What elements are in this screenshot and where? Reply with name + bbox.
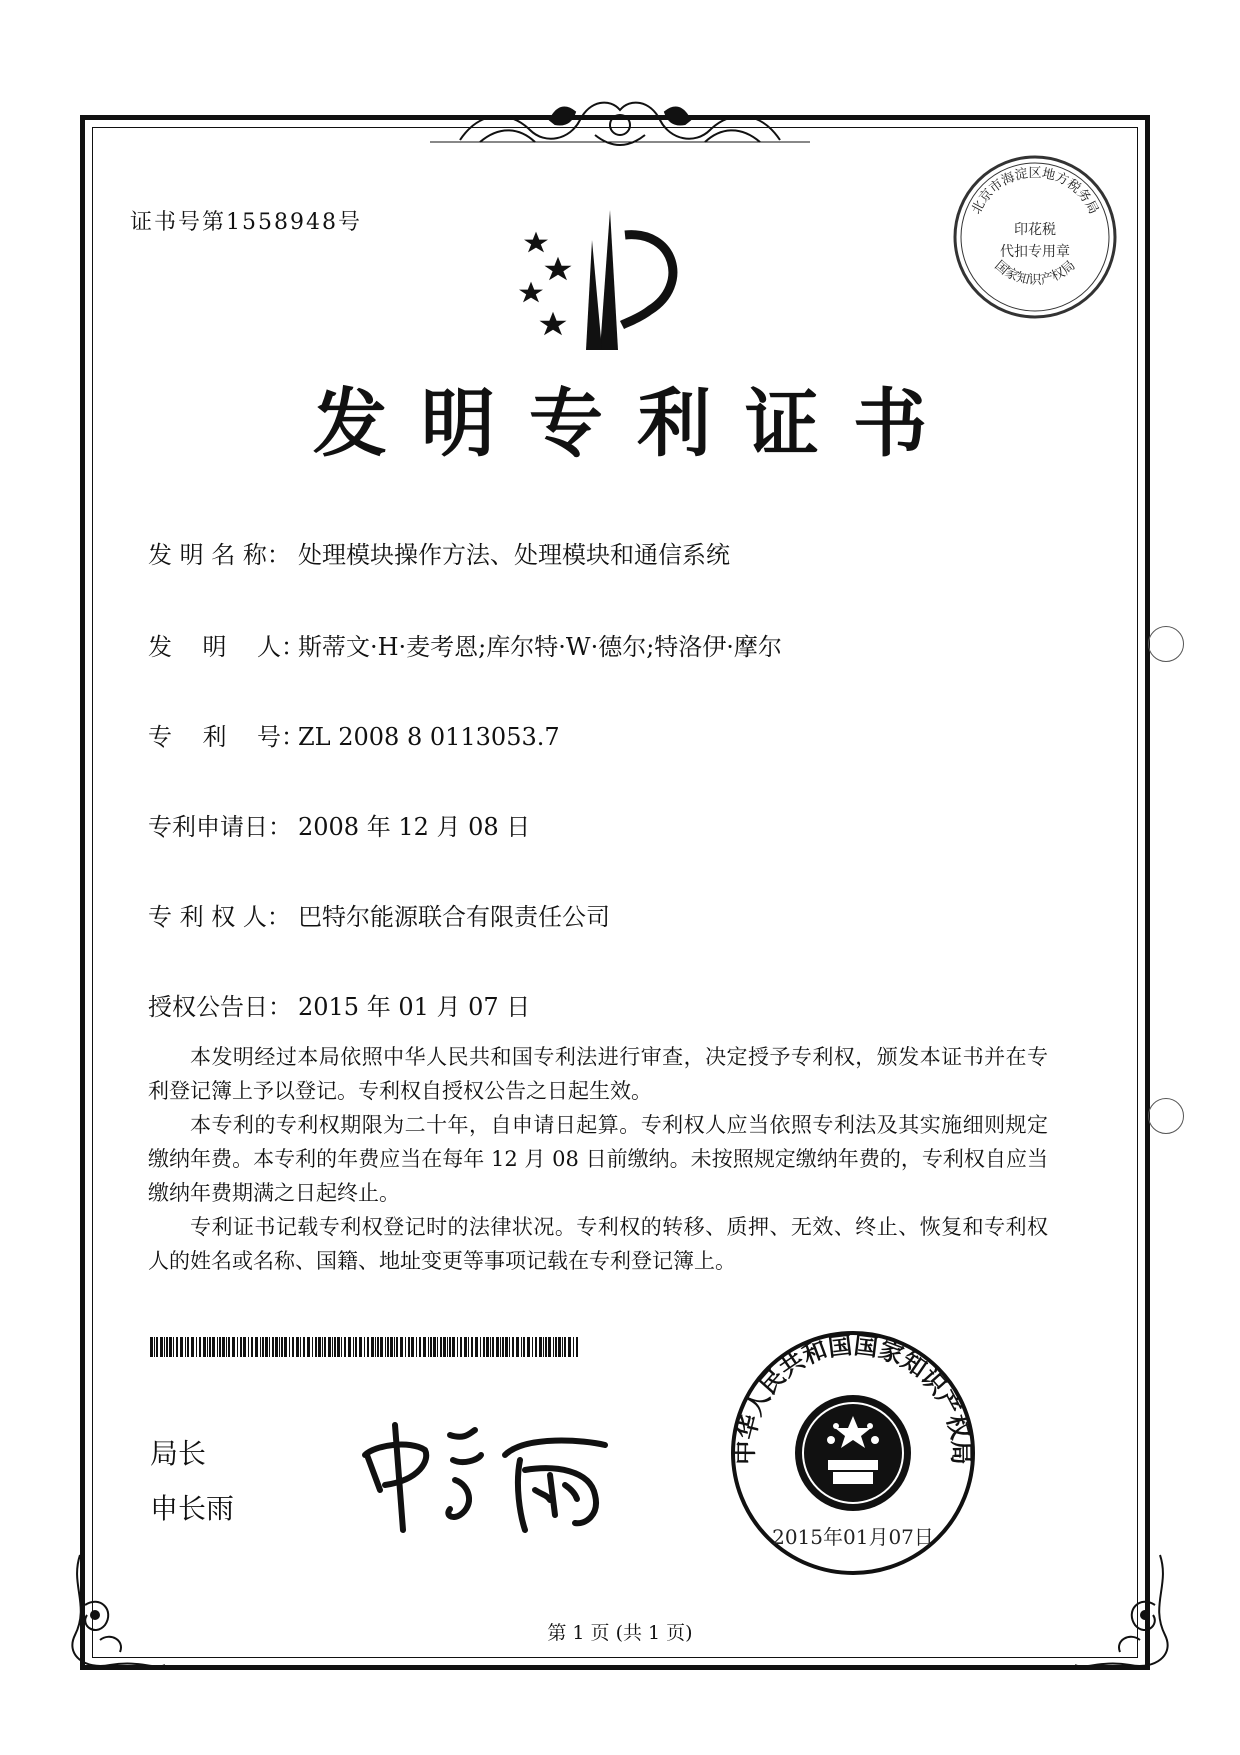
barcode-bar <box>428 1337 429 1357</box>
barcode-bar <box>377 1337 379 1357</box>
barcode-bar <box>334 1337 336 1357</box>
barcode-bar <box>460 1337 462 1357</box>
field-label: 授权公告日： <box>148 993 292 1021</box>
barcode-bar <box>248 1337 249 1357</box>
barcode-bar <box>573 1337 574 1357</box>
barcode-bar <box>416 1337 417 1357</box>
barcode-bar <box>471 1337 473 1357</box>
barcode-bar <box>344 1337 346 1357</box>
barcode-bar <box>191 1337 194 1357</box>
barcode-bar <box>166 1337 168 1357</box>
barcode-bar <box>521 1337 522 1357</box>
field-label: 专 利 号： <box>148 723 306 751</box>
barcode-bar <box>289 1337 290 1357</box>
barcode-bar <box>496 1337 499 1357</box>
barcode-bar <box>322 1337 323 1357</box>
corner-ornament-right-icon <box>1070 1545 1180 1675</box>
barcode-bar <box>275 1337 278 1357</box>
field-value: 2015 年 01 月 07 日 <box>298 993 531 1021</box>
field-value: ZL 2008 8 0113053.7 <box>298 723 560 751</box>
barcode-bar <box>564 1337 566 1357</box>
tax-seal <box>950 152 1120 322</box>
barcode-bar <box>468 1337 469 1357</box>
barcode-bar <box>400 1337 403 1357</box>
barcode-bar <box>173 1337 174 1357</box>
barcode-bar <box>176 1337 178 1357</box>
barcode-bar <box>203 1337 206 1357</box>
field-label: 专 利 权 人： <box>148 903 291 931</box>
big-seal-text: 中华人民共和国国家知识产权局 <box>730 1331 976 1465</box>
barcode-bar <box>255 1337 258 1357</box>
barcode-bar <box>150 1337 153 1357</box>
barcode-bar <box>492 1337 494 1357</box>
field-label: 发 明 人： <box>148 633 306 661</box>
barcode-bar <box>324 1337 326 1357</box>
barcode-bar <box>281 1337 283 1357</box>
certificate-body <box>148 1040 1048 1278</box>
barcode-bar <box>237 1337 238 1357</box>
barcode-bar <box>553 1337 554 1357</box>
small-seal-text: 北京市海淀区地方税务局 <box>969 166 1101 217</box>
barcode-bar <box>443 1337 446 1357</box>
barcode-bar <box>509 1337 510 1357</box>
barcode-bar <box>562 1337 563 1357</box>
barcode-bar <box>394 1337 395 1357</box>
barcode-bar <box>300 1337 301 1357</box>
barcode-bar <box>437 1337 438 1357</box>
barcode-bar <box>156 1337 158 1357</box>
certificate-title: 发明专利证书 <box>313 381 961 467</box>
barcode-bar <box>375 1337 376 1357</box>
barcode-bar <box>337 1337 340 1357</box>
barcode-bar <box>449 1337 451 1357</box>
field-label: 发 明 名 称： <box>148 541 291 569</box>
field-invention-name <box>148 535 730 570</box>
certificate-number: 证书号第1558948号 <box>130 210 362 235</box>
barcode-bar <box>232 1337 235 1357</box>
barcode-bar <box>464 1337 467 1357</box>
barcode-bar <box>539 1337 542 1357</box>
field-label: 专利申请日： <box>148 813 292 841</box>
barcode-bar <box>196 1337 197 1357</box>
field-filing-date <box>148 807 530 842</box>
barcode-bar <box>303 1337 305 1357</box>
barcode-bar <box>180 1337 183 1357</box>
barcode-bar <box>332 1337 333 1357</box>
barcode-bar <box>262 1337 264 1357</box>
barcode-bar <box>328 1337 331 1357</box>
barcode-bar <box>390 1337 393 1357</box>
barcode-bar <box>433 1337 436 1357</box>
barcode-bar <box>296 1337 299 1357</box>
barcode-bar <box>532 1337 533 1357</box>
barcode-bar <box>226 1337 227 1357</box>
barcode-bar <box>411 1337 414 1357</box>
barcode-bar <box>265 1337 268 1357</box>
barcode-bar <box>419 1337 421 1357</box>
director-name: 申长雨 <box>150 1492 235 1525</box>
barcode-bar <box>341 1337 342 1357</box>
barcode-bar <box>187 1337 189 1357</box>
punch-hole <box>1148 1098 1184 1134</box>
barcode-bar <box>312 1337 313 1357</box>
svg-text:国家知识产权局 <box>992 258 1079 288</box>
barcode-bar <box>160 1337 163 1357</box>
director-title: 局长 <box>150 1437 207 1470</box>
barcode-bar <box>272 1337 274 1357</box>
barcode-bar <box>516 1337 519 1357</box>
field-value: 斯蒂文·H·麦考恩;库尔特·W·德尔;特洛伊·摩尔 <box>298 633 782 661</box>
barcode-bar <box>292 1337 294 1357</box>
field-inventors <box>148 627 782 662</box>
barcode-bar <box>367 1337 369 1357</box>
barcode-bar <box>408 1337 410 1357</box>
patent-emblem-icon <box>500 200 710 370</box>
barcode-bar <box>576 1337 578 1357</box>
barcode-bar <box>558 1337 561 1357</box>
barcode-bar <box>523 1337 525 1357</box>
barcode-bar <box>486 1337 489 1357</box>
barcode-bar <box>307 1337 310 1357</box>
barcode-bar <box>318 1337 321 1357</box>
small-seal-center-1: 印花税 <box>1014 222 1056 238</box>
barcode-bar <box>505 1337 508 1357</box>
barcode-bar <box>315 1337 317 1357</box>
barcode-bar <box>380 1337 383 1357</box>
barcode-bar <box>185 1337 186 1357</box>
barcode-bar <box>457 1337 458 1357</box>
corner-ornament-left-icon <box>60 1545 170 1675</box>
barcode-bar <box>222 1337 225 1357</box>
barcode-bar <box>359 1337 362 1357</box>
small-seal-bottom: 国家知识产权局 <box>991 258 1079 289</box>
barcode-bar <box>568 1337 571 1357</box>
barcode-bar <box>555 1337 557 1357</box>
field-patent-number <box>148 717 560 752</box>
national-ip-office-seal <box>728 1328 978 1578</box>
barcode-bar <box>164 1337 165 1357</box>
barcode-bar <box>284 1337 287 1357</box>
barcode-bar <box>387 1337 389 1357</box>
barcode-bar <box>260 1337 261 1357</box>
signature-icon <box>355 1415 615 1535</box>
barcode-bar <box>169 1337 172 1357</box>
field-value: 巴特尔能源联合有限责任公司 <box>298 903 610 931</box>
barcode-bar <box>548 1337 551 1357</box>
ornament-icon <box>420 80 820 170</box>
national-emblem-icon <box>795 1395 911 1511</box>
barcode-bar <box>440 1337 442 1357</box>
barcode-bar <box>396 1337 398 1357</box>
barcode-bar <box>545 1337 547 1357</box>
barcode-bar <box>480 1337 481 1357</box>
field-patentee <box>148 897 610 932</box>
body-paragraph: 本专利的专利权期限为二十年，自申请日起算。专利权人应当依照专利法及其实施细则规定缴纳年费。本专利的年费应当在每年 12 月 08 日前缴纳。未按照规定缴纳年费的，专利权自应当缴纳年费期满之日起终止。 <box>148 1113 1048 1205</box>
field-value: 处理模块操作方法、处理模块和通信系统 <box>298 541 730 569</box>
barcode-bar <box>452 1337 455 1357</box>
barcode-bar <box>535 1337 537 1357</box>
barcode-bar <box>209 1337 211 1357</box>
barcode-bar <box>355 1337 357 1357</box>
body-paragraph: 本发明经过本局依照中华人民共和国专利法进行审查，决定授予专利权，颁发本证书并在专利登记簿上予以登记。专利权自授权公告之日起生效。 <box>148 1045 1048 1103</box>
barcode-bar <box>500 1337 501 1357</box>
punch-hole <box>1148 626 1184 662</box>
barcode-bar <box>447 1337 448 1357</box>
barcode-bar <box>279 1337 280 1357</box>
barcode-bar <box>512 1337 514 1357</box>
barcode-icon <box>150 1337 578 1357</box>
barcode-bar <box>212 1337 215 1357</box>
barcode-bar <box>348 1337 351 1357</box>
barcode-bar <box>527 1337 530 1357</box>
barcode-bar <box>371 1337 374 1357</box>
barcode-bar <box>243 1337 246 1357</box>
barcode-bar <box>251 1337 253 1357</box>
barcode-bar <box>154 1337 155 1357</box>
body-paragraph: 专利证书记载专利权登记时的法律状况。专利权的转移、质押、无效、终止、恢复和专利权人的姓名或名称、国籍、地址变更等事项记载在专利登记簿上。 <box>148 1215 1048 1273</box>
barcode-bar <box>490 1337 491 1357</box>
field-value: 2008 年 12 月 08 日 <box>298 813 531 841</box>
small-seal-center-2: 代扣专用章 <box>1000 244 1070 260</box>
barcode-bar <box>430 1337 432 1357</box>
barcode-bar <box>207 1337 208 1357</box>
barcode-bar <box>423 1337 426 1357</box>
barcode-bar <box>502 1337 504 1357</box>
barcode-bar <box>364 1337 365 1357</box>
barcode-bar <box>240 1337 242 1357</box>
barcode-bar <box>269 1337 270 1357</box>
page-number: 第 1 页 (共 1 页) <box>547 1622 693 1644</box>
barcode-bar <box>475 1337 478 1357</box>
barcode-bar <box>385 1337 386 1357</box>
barcode-bar <box>217 1337 218 1357</box>
barcode-bar <box>353 1337 354 1357</box>
barcode-bar <box>219 1337 221 1357</box>
barcode-bar <box>228 1337 230 1357</box>
barcode-bar <box>405 1337 406 1357</box>
barcode-bar <box>199 1337 201 1357</box>
big-seal-date: 2015年01月07日 <box>772 1525 934 1549</box>
barcode-bar <box>543 1337 544 1357</box>
field-grant-date <box>148 987 530 1022</box>
barcode-bar <box>483 1337 485 1357</box>
